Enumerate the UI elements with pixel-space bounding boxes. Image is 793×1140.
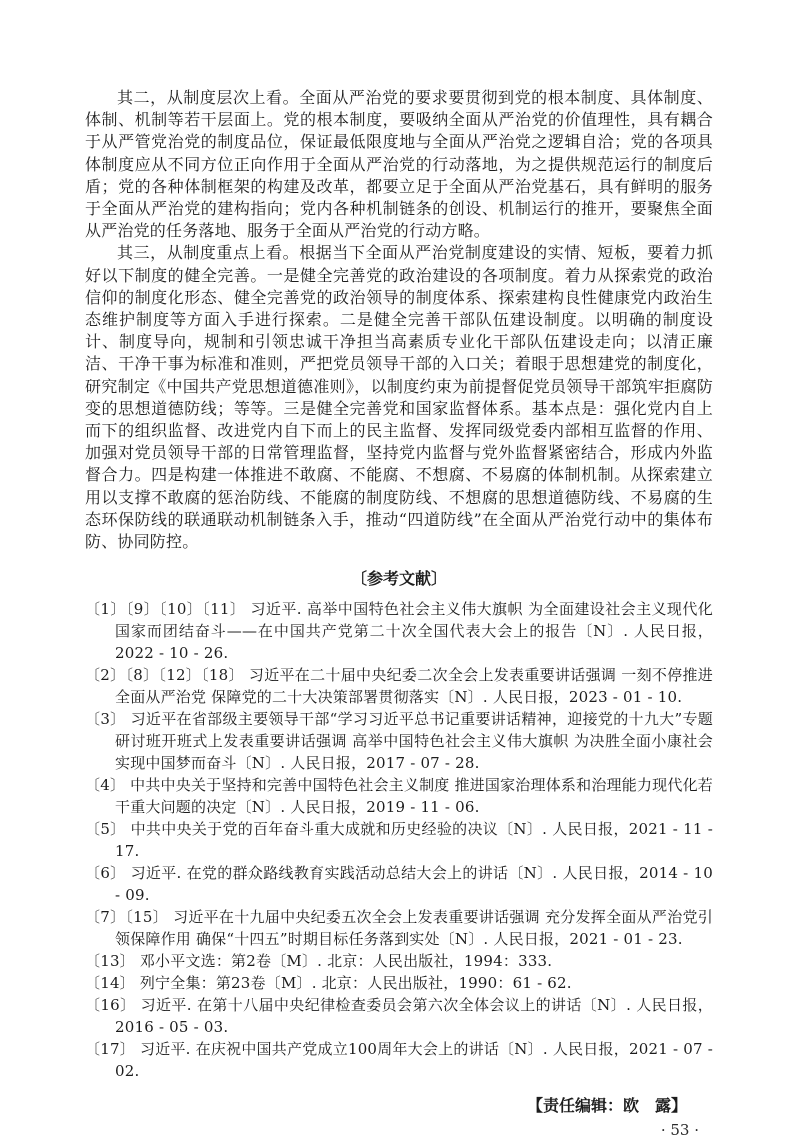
article-body xyxy=(85,87,713,553)
references-list xyxy=(85,598,713,1082)
reference-item: 〔16〕 习近平. 在第十八届中央纪律检查委员会第六次全体会议上的讲话〔N〕. 人民日报，2016 - 05 - 03. xyxy=(85,996,713,1037)
paragraph-institution-priorities: 其三，从制度重点上看。根据当下全面从严治党制度建设的实情、短板，要着力抓好以下制度的健全完善。一是健全完善党的政治建设的各项制度。着力从探索党的政治信仰的制度化形态、健全完善党的政治领导的制度体系、探索建构良性健康党内政治生态维护制度等方面入手进行探索。二是健全完善干部队伍建设制度。以明确的制度设计、制度导向，规制和引领忠诚干净担当高素质专业化干部队伍建设走向；以清正廉洁、干净干事为标准和准则，严把党员领导干部的入口关；着眼于思想建党的制度化，研究制定《中国共产党思想道德准则》，以制度约束为前提督促党员领导干部筑牢拒腐防变的思想道德防线；等等。三是健全完善党和国家监督体系。基本点是：强化党内自上而下的组织监督、改进党内自下而上的民主监督、发挥同级党委内部相互监督的作用、加强对党员领导干部的日常管理监督，坚持党内监督与党外监督紧密结合，形成内外监督合力。四是构建一体推进不敢腐、不能腐、不想腐、不易腐的体制机制。从探索建立用以支撑不敢腐的惩治防线、不能腐的制度防线、不想腐的思想道德防线、不易腐的生态环保防线的联通联动机制链条入手，推动“四道防线”在全面从严治党行动中的集体布防、协同防控。 xyxy=(85,243,713,552)
reference-item: 〔13〕 邓小平文选：第2卷〔M〕. 北京：人民出版社，1994：333. xyxy=(85,952,553,971)
reference-item: 〔5〕 中共中央关于党的百年奋斗重大成就和历史经验的决议〔N〕. 人民日报，2021 - 11 - 17. xyxy=(85,820,713,861)
references-heading: 〔参考文献〕 xyxy=(350,569,447,589)
reference-item: 〔2〕〔8〕〔12〕〔18〕 习近平在二十届中央纪委二次全会上发表重要讲话强调 一刻不停推进全面从严治党 保障党的二十大决策部署贯彻落实〔N〕. 人民日报，2023 - 01 - 10. xyxy=(85,666,713,707)
page-number: · 53 · xyxy=(660,1121,699,1140)
editor-credit: 【责任编辑：欧 露】 xyxy=(526,1096,687,1116)
paragraph-institution-levels: 其二，从制度层次上看。全面从严治党的要求要贯彻到党的根本制度、具体制度、体制、机制等若干层面上。党的根本制度，要吸纳全面从严治党的价值理性，具有耦合于从严管党治党的制度品位，保证最低限度地与全面从严治党之逻辑自洽；党的各项具体制度应从不同方位正向作用于全面从严治党的行动落地，为之提供规范运行的制度后盾；党的各种体制框架的构建及改革，都要立足于全面从严治党基石，具有鲜明的服务于全面从严治党的建构指向；党内各种机制链条的创设、机制运行的推开，要聚焦全面从严治党的任务落地、服务于全面从严治党的行动方略。 xyxy=(85,88,713,241)
reference-item: 〔3〕 习近平在省部级主要领导干部“学习习近平总书记重要讲话精神，迎接党的十九大”专题研讨班开班式上发表重要讲话强调 高举中国特色社会主义伟大旗帜 为决胜全面小康社会实现中国梦而奋斗〔N〕. 人民日报，2017 - 07 - 28. xyxy=(85,710,713,773)
reference-item: 〔17〕 习近平. 在庆祝中国共产党成立100周年大会上的讲话〔N〕. 人民日报，2021 - 07 - 02. xyxy=(85,1040,713,1081)
reference-item: 〔7〕〔15〕 习近平在十九届中央纪委五次全会上发表重要讲话强调 充分发挥全面从严治党引领保障作用 确保“十四五”时期目标任务落到实处〔N〕. 人民日报，2021 - 01 - 23. xyxy=(85,908,713,949)
reference-item: 〔4〕 中共中央关于坚持和完善中国特色社会主义制度 推进国家治理体系和治理能力现代化若干重大问题的决定〔N〕. 人民日报，2019 - 11 - 06. xyxy=(85,776,713,817)
reference-item: 〔14〕 列宁全集：第23卷〔M〕. 北京：人民出版社，1990：61 - 62. xyxy=(85,974,572,993)
reference-item: 〔1〕〔9〕〔10〕〔11〕 习近平. 高举中国特色社会主义伟大旗帜 为全面建设社会主义现代化国家而团结奋斗——在中国共产党第二十次全国代表大会上的报告〔N〕. 人民日报，2022 - 10 - 26. xyxy=(85,600,713,663)
reference-item: 〔6〕 习近平. 在党的群众路线教育实践活动总结大会上的讲话〔N〕. 人民日报，2014 - 10 - 09. xyxy=(85,864,713,905)
